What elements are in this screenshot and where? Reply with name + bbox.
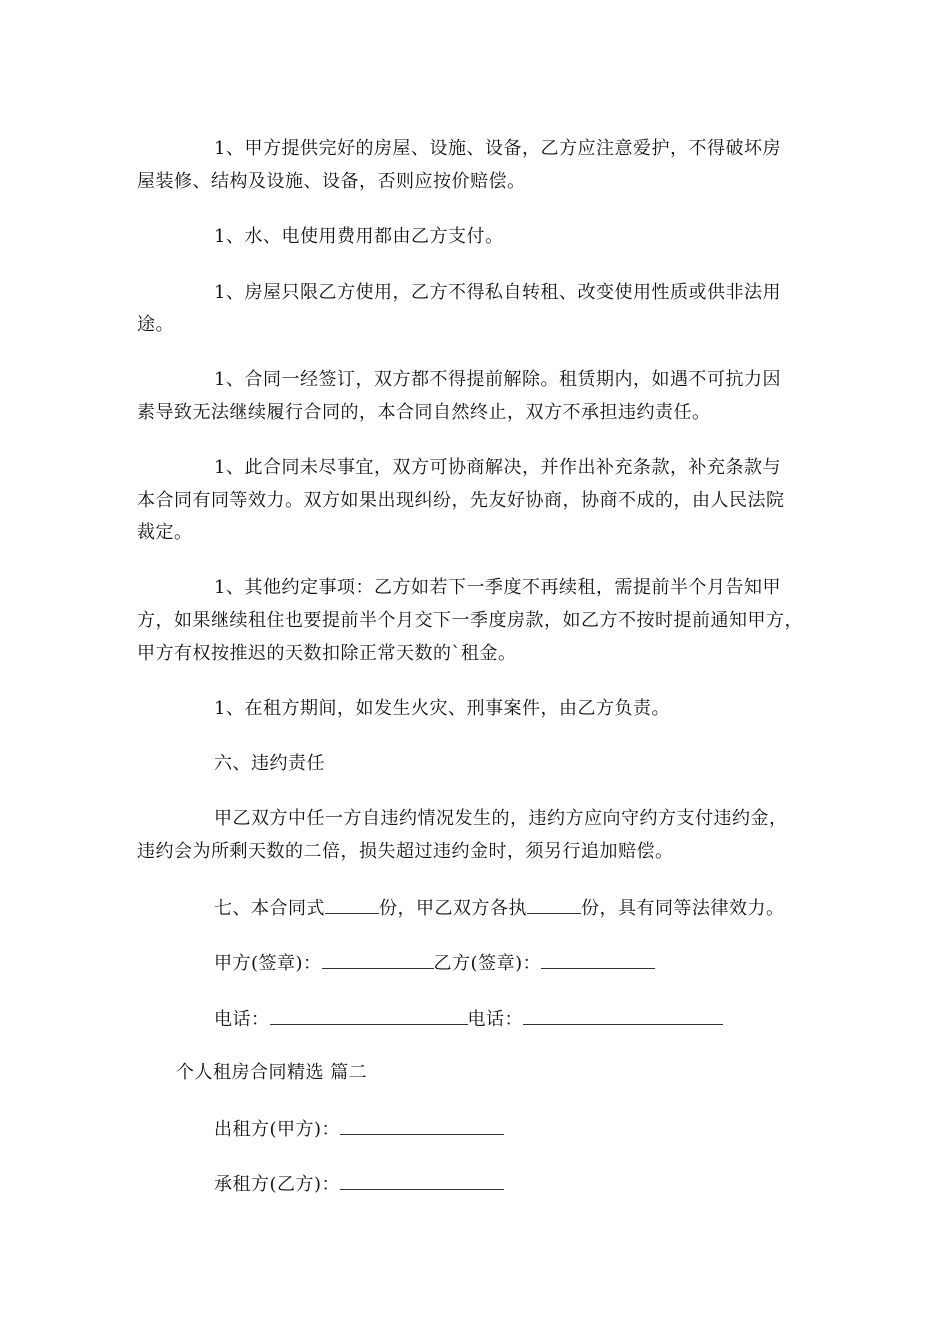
para6-line1: 1、其他约定事项：乙方如若下一季度不再续租，需提前半个月告知甲: [214, 577, 781, 598]
para6-line3: 甲方有权按推迟的天数扣除正常天数的`租金。: [137, 643, 517, 664]
para5-line2: 本合同有同等效力。双方如果出现纠纷，先友好协商，协商不成的，由人民法院: [137, 490, 785, 511]
para5-line3: 裁定。: [137, 522, 193, 543]
lessee-label: 承租方(乙方)：: [214, 1174, 341, 1195]
party-b-sign-blank[interactable]: [541, 951, 655, 969]
copies-total-blank[interactable]: [325, 896, 379, 914]
para1-line2: 屋装修、结构及设施、设备，否则应按价赔偿。: [137, 171, 526, 192]
lessor-row: [214, 1117, 504, 1141]
para2-line1: 1、水、电使用费用都由乙方支付。: [214, 226, 504, 247]
para4-line1: 1、合同一经签订，双方都不得提前解除。租赁期内，如遇不可抗力因: [214, 369, 781, 390]
para1-line1: 1、甲方提供完好的房屋、设施、设备，乙方应注意爱护，不得破坏房: [214, 138, 781, 159]
para3-line2: 途。: [137, 314, 174, 335]
party-a-phone-blank[interactable]: [270, 1007, 468, 1025]
para7-line1: 1、在租方期间，如发生火灾、刑事案件，由乙方负责。: [214, 698, 670, 719]
lessor-blank[interactable]: [340, 1117, 504, 1135]
copies-suffix: 份，具有同等法律效力。: [581, 898, 785, 919]
para4-line2: 素导致无法继续履行合同的，本合同自然终止，双方不承担违约责任。: [137, 402, 711, 423]
para8-line2: 违约会为所剩天数的二倍，损失超过违约金时，须另行追加赔偿。: [137, 841, 674, 862]
party-a-sign-label: 甲方(签章)：: [214, 953, 322, 974]
lessor-label: 出租方(甲方)：: [214, 1119, 341, 1140]
party-a-phone-label: 电话：: [214, 1009, 270, 1030]
copies-prefix: 七、本合同式: [214, 898, 325, 919]
copies-mid: 份，甲乙双方各执: [379, 898, 527, 919]
lessee-blank[interactable]: [340, 1172, 504, 1190]
phone-row: [214, 1007, 723, 1031]
para6-line2: 方，如果继续租住也要提前半个月交下一季度房款，如乙方不按时提前通知甲方，: [137, 610, 803, 631]
para5-line1: 1、此合同未尽事宜，双方可协商解决，并作出补充条款，补充条款与: [214, 457, 781, 478]
para8-line1: 甲乙双方中任一方自违约情况发生的，违约方应向守约方支付违约金，: [214, 808, 788, 829]
signature-row: [214, 951, 655, 975]
para3-line1: 1、房屋只限乙方使用，乙方不得私自转租、改变使用性质或供非法用: [214, 282, 781, 303]
party-b-phone-blank[interactable]: [523, 1007, 723, 1025]
section-heading-breach: 六、违约责任: [214, 753, 325, 774]
copies-each-blank[interactable]: [527, 896, 581, 914]
party-b-sign-label: 乙方(签章)：: [433, 953, 542, 974]
party-b-phone-label: 电话：: [467, 1009, 523, 1030]
copies-clause: [214, 896, 785, 920]
party-a-sign-blank[interactable]: [322, 951, 434, 969]
section2-title: 个人租房合同精选 篇二: [176, 1062, 368, 1083]
lessee-row: [214, 1172, 504, 1196]
